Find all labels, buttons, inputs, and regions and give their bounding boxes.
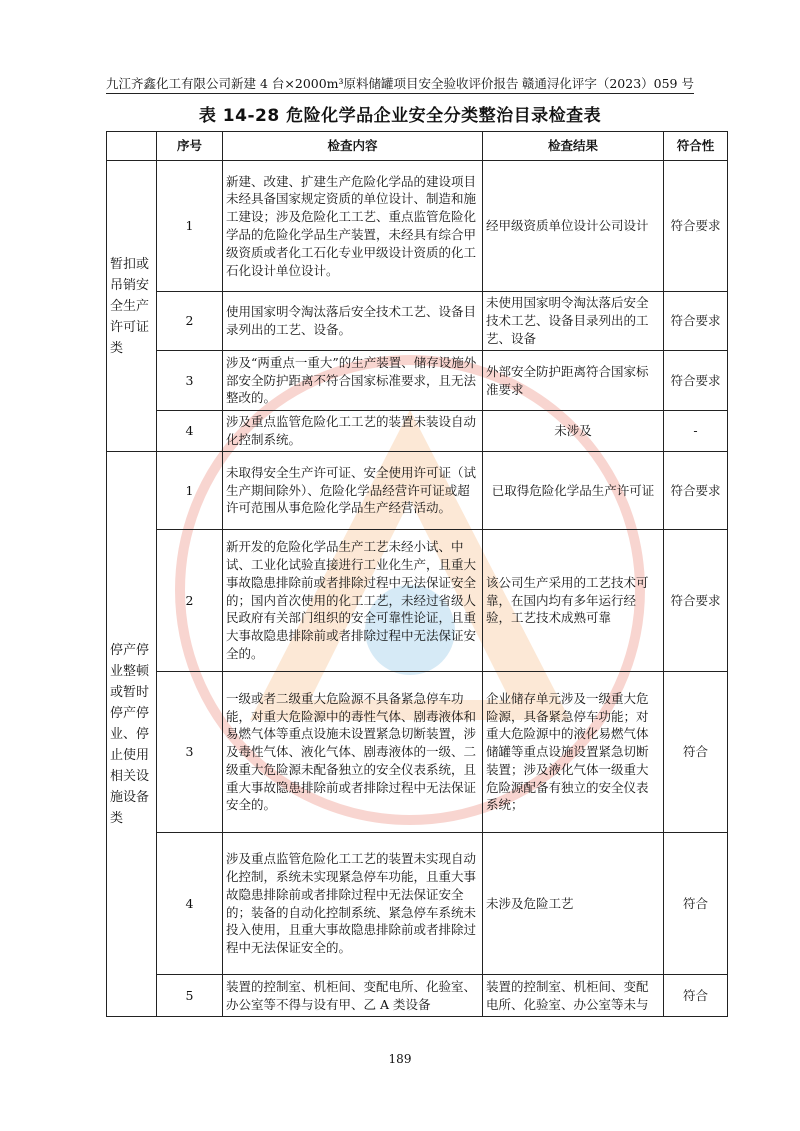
row-content: 新开发的危险化学品生产工艺未经小试、中试、工业化试验直接进行工业化生产，且重大事故隐患排除前或者排除过程中无法保证安全的；国内首次使用的化工工艺，未经过省级人民政府有关部门组织的安全可靠性论证，且重大事故隐患排除前或者排除过程中无法保证安全的。 (223, 530, 483, 672)
row-number: 2 (157, 292, 223, 351)
table-row (107, 833, 728, 975)
header-right: 赣通浔化评字（2023）059 号 (521, 76, 694, 91)
page-number: 189 (388, 1052, 412, 1066)
header-rule (106, 93, 694, 94)
row-compliance: 符合要求 (664, 452, 728, 530)
table-row (107, 161, 728, 292)
table-title: 表 14-28 危险化学品企业安全分类整治目录检查表 (198, 106, 602, 126)
table-row (107, 351, 728, 411)
row-number: 5 (157, 975, 223, 1017)
row-result: 未涉及危险工艺 (483, 833, 664, 975)
table-row (107, 530, 728, 672)
row-content: 涉及重点监管危险化工工艺的装置未实现自动化控制，系统未实现紧急停车功能，且重大事故隐患排除前或者排除过程中无法保证安全的；装备的自动化控制系统、紧急停车系统未投入使用，且重大事故隐患排除前或者排除过程中无法保证安全的。 (223, 833, 483, 975)
row-result: 企业储存单元涉及一级重大危险源，具备紧急停车功能；对重大危险源中的液化易燃气体储罐等重点设施设置紧急切断装置；涉及液化气体一级重大危险源配备有独立的安全仪表系统； (483, 672, 664, 833)
row-result: 未涉及 (483, 411, 664, 452)
header-left: 九江齐鑫化工有限公司新建 4 台×2000m³原料储罐项目安全验收评价报告 (106, 76, 519, 91)
check-table (106, 131, 728, 1017)
row-content: 一级或者二级重大危险源不具备紧急停车功能，对重大危险源中的毒性气体、剧毒液体和易燃气体等重点设施未设置紧急切断装置，涉及毒性气体、液化气体、剧毒液体的一级、二级重大危险源未配备独立的安全仪表系统，且重大事故隐患排除前或者排除过程中无法保证安全的。 (223, 672, 483, 833)
row-compliance: 符合要求 (664, 351, 728, 411)
category-cell: 暂扣或吊销安全生产许可证类 (107, 161, 157, 452)
header-content: 检查内容 (223, 132, 483, 161)
table-row (107, 411, 728, 452)
table-row (107, 452, 728, 530)
row-compliance: - (664, 411, 728, 452)
row-compliance: 符合要求 (664, 530, 728, 672)
row-result: 已取得危险化学品生产许可证 (483, 452, 664, 530)
row-compliance: 符合要求 (664, 161, 728, 292)
header-result: 检查结果 (483, 132, 664, 161)
row-result: 未使用国家明令淘汰落后安全技术工艺、设备目录列出的工艺、设备 (483, 292, 664, 351)
row-compliance: 符合 (664, 975, 728, 1017)
row-number: 4 (157, 833, 223, 975)
row-result: 外部安全防护距离符合国家标准要求 (483, 351, 664, 411)
table-header-row (107, 132, 728, 161)
row-number: 1 (157, 161, 223, 292)
row-number: 1 (157, 452, 223, 530)
page-header (106, 72, 694, 92)
row-result: 该公司生产采用的工艺技术可靠，在国内均有多年运行经验，工艺技术成熟可靠 (483, 530, 664, 672)
row-number: 4 (157, 411, 223, 452)
table-row (107, 292, 728, 351)
category-cell: 停产停业整顿或暂时停产停业、停止使用相关设施设备类 (107, 452, 157, 1017)
row-compliance: 符合要求 (664, 292, 728, 351)
row-result: 装置的控制室、机柜间、变配电所、化验室、办公室等未与 (483, 975, 664, 1017)
row-content: 使用国家明令淘汰落后安全技术工艺、设备目录列出的工艺、设备。 (223, 292, 483, 351)
row-content: 涉及重点监管危险化工工艺的装置未装设自动化控制系统。 (223, 411, 483, 452)
row-number: 2 (157, 530, 223, 672)
table-row (107, 975, 728, 1017)
row-content: 未取得安全生产许可证、安全使用许可证（试生产期间除外）、危险化学品经营许可证或超许可范围从事危险化学品生产经营活动。 (223, 452, 483, 530)
row-number: 3 (157, 672, 223, 833)
table-row (107, 672, 728, 833)
header-category (107, 132, 157, 161)
row-number: 3 (157, 351, 223, 411)
row-compliance: 符合 (664, 672, 728, 833)
row-result: 经甲级资质单位设计公司设计 (483, 161, 664, 292)
row-content: 涉及“两重点一重大”的生产装置、储存设施外部安全防护距离不符合国家标准要求，且无法整改的。 (223, 351, 483, 411)
header-number: 序号 (157, 132, 223, 161)
row-content: 新建、改建、扩建生产危险化学品的建设项目未经具备国家规定资质的单位设计、制造和施工建设；涉及危险化工工艺、重点监管危险化学品的危险化学品生产装置，未经具有综合甲级资质或者化工石化专业甲级设计资质的化工石化设计单位设计。 (223, 161, 483, 292)
header-compliance: 符合性 (664, 132, 728, 161)
row-content: 装置的控制室、机柜间、变配电所、化验室、办公室等不得与设有甲、乙 A 类设备 (223, 975, 483, 1017)
row-compliance: 符合 (664, 833, 728, 975)
